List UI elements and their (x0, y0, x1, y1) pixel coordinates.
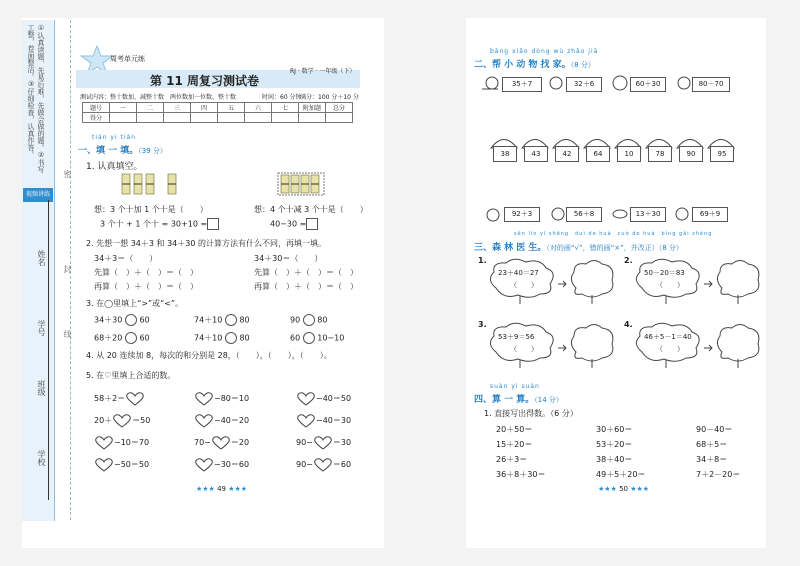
heart-blank-icon (313, 458, 333, 472)
q3-item-1: 34＋30 60 (94, 315, 150, 325)
s1-pinyin: tián yi tián (92, 134, 137, 141)
correction-tree[interactable] (714, 258, 762, 304)
score-cell: 一 (110, 103, 137, 113)
seal-char-2: 封 (63, 265, 72, 273)
q5-label: 5. 在♡里填上合适的数。 (86, 371, 176, 380)
q5-col-3: −40＝50 −40＝30 90− ＝30 90− ＝60 (296, 388, 351, 476)
s2-title: 二、帮 小 动 物 找 家。（8 分） (474, 60, 595, 70)
q1b2: 40−30 = (270, 218, 318, 230)
heart-blank-icon (94, 436, 114, 450)
mushroom-house (645, 134, 673, 158)
calc-item: 68＋5＝ (696, 440, 728, 449)
field-number: 学号 (37, 320, 46, 336)
mushroom-house (552, 134, 580, 158)
compare-circle[interactable] (303, 332, 315, 344)
doctor-number: 4. (624, 320, 633, 329)
animal-eq-8: 69＋9 (692, 207, 728, 222)
calc-item: 38＋40＝ (596, 455, 633, 464)
calc-item: 7＋2－20＝ (696, 470, 741, 479)
animal-eq-3: 60＋30 (630, 77, 666, 92)
right-page-number: ★★★ 50 ★★★ (598, 485, 650, 493)
q3-item-6: 60 10−10 (290, 333, 345, 343)
heart-blank-icon (94, 458, 114, 472)
heart-blank-icon (296, 392, 316, 406)
q2-col-1: 34＋3＝（ ） 先算（ ）＋（ ）＝（ ） 再算（ ）＋（ ）＝（ ） (94, 254, 198, 291)
q3-item-4: 68＋20 60 (94, 333, 150, 343)
q2-col-2: 34＋30＝（ ） 先算（ ）＋（ ）＝（ ） 再算（ ）＋（ ）＝（ ） (254, 254, 358, 291)
score-cell[interactable] (272, 113, 299, 123)
tree-with-equation (486, 258, 558, 304)
s4-title: 四、算 一 算。（14 分） (474, 395, 563, 405)
mushroom-house (490, 134, 518, 158)
score-label: 满分：100 分＋10 分 (300, 94, 359, 101)
calc-item: 26＋3＝ (496, 455, 528, 464)
doctor-equation: 50－20＝83 (644, 269, 685, 277)
seal-char-3: 线 (63, 330, 72, 338)
compare-circle[interactable] (303, 314, 315, 326)
animal-fish-icon (612, 204, 628, 226)
tree-with-equation (632, 258, 704, 304)
mushroom-value: 38 (493, 146, 517, 162)
q4-1-label: 1. 直接写出得数。（6 分） (484, 409, 578, 418)
q3-item-3: 90 80 (290, 315, 328, 325)
score-cell[interactable] (326, 113, 353, 123)
score-cell: 三 (164, 103, 191, 113)
calc-item: 49＋5＋20＝ (596, 470, 646, 479)
heart-blank-icon (313, 436, 333, 450)
field-lines (48, 200, 49, 500)
score-cell: 总分 (326, 103, 353, 113)
arrow-right-icon (558, 338, 568, 357)
field-name: 姓名 (37, 250, 46, 266)
doctor-equation: 53＋9＝56 (498, 333, 535, 341)
score-cell: 题号 (83, 103, 110, 113)
calc-item: 20＋50＝ (496, 425, 533, 434)
mushroom-value: 43 (524, 146, 548, 162)
animal-eq-1: 35＋7 (502, 77, 542, 92)
mushroom-value: 90 (679, 146, 703, 162)
forest-doctor-area (478, 256, 768, 386)
score-cell[interactable] (164, 113, 191, 123)
mushroom-value: 42 (555, 146, 579, 162)
calc-item: 90－40＝ (696, 425, 733, 434)
mushroom-value: 78 (648, 146, 672, 162)
mushroom-value: 64 (586, 146, 610, 162)
answer-blank[interactable]: （ ） (510, 281, 538, 289)
q2-label: 2. 先想一想 34＋3 和 34＋30 的计算方法有什么不同，再填一填。 (86, 239, 326, 248)
mushroom-house (583, 134, 611, 158)
score-cell: 附加题 (299, 103, 326, 113)
mushroom-value: 10 (617, 146, 641, 162)
compare-circle[interactable] (125, 332, 137, 344)
q3-label: 3. 在◯里填上“>”或“<”。 (86, 299, 184, 308)
heart-blank-icon (296, 414, 316, 428)
q4-label: 4. 从 20 连续加 8，每次的和分别是 28，（ ），（ ），（ ）。 (86, 351, 332, 360)
edition: RJ · 数学 · 一年级（下） (290, 68, 356, 75)
score-cell[interactable] (110, 113, 137, 123)
heart-blank-icon (194, 392, 214, 406)
animal-monkey-icon (676, 74, 692, 96)
correction-tree[interactable] (568, 322, 616, 368)
q1-label: 1. 认真填空。 (86, 162, 143, 172)
mushroom-house (676, 134, 704, 158)
binding-notes: ①认真读题，先易后难，先做会做的题。②书写工整，卷面整洁。③仔细检查，认真作答。 (27, 24, 45, 173)
doctor-equation: 46＋5－1＝40 (644, 333, 692, 341)
animal-cat-icon (548, 74, 564, 96)
score-cell[interactable] (245, 113, 272, 123)
q5-col-2: −80＝10 −40＝20 70− ＝20 −30＝60 (194, 388, 249, 476)
q3-item-5: 74＋10 80 (194, 333, 250, 343)
heart-blank-icon (194, 458, 214, 472)
q1a2: 3 个十 + 1 个十 = 30+10 = (100, 218, 219, 230)
animal-rabbit-icon (484, 204, 502, 226)
left-page-number: ★★★ 49 ★★★ (196, 485, 248, 493)
heart-blank-icon (112, 414, 132, 428)
binding-strip (22, 20, 55, 521)
page-title: 第 11 周复习测试卷 (150, 74, 260, 88)
score-cell: 五 (218, 103, 245, 113)
content-label: 测试内容：整十数加、减整十数 两位数加一位数、整十数 (80, 94, 237, 101)
bundles-image-2 (277, 172, 325, 200)
score-cell: 六 (245, 103, 272, 113)
tree-with-equation (632, 322, 704, 368)
arrow-right-icon (704, 338, 714, 357)
animal-eq-2: 32＋6 (566, 77, 602, 92)
score-cell: 二 (137, 103, 164, 113)
heart-blank-icon (194, 414, 214, 428)
bundles-image-1 (120, 172, 180, 200)
animal-lion-icon (612, 74, 628, 96)
score-cell[interactable] (137, 113, 164, 123)
animal-eq-5: 92＋3 (504, 207, 540, 222)
q1a: 想：3 个十加 1 个十是（ ） (94, 205, 208, 214)
correction-tree[interactable] (568, 258, 616, 304)
s3-title: 三、森 林 医 生。（对的画“√”，错的画“×”，并改正）（8 分） (474, 243, 683, 253)
score-cell: 四 (191, 103, 218, 113)
calc-item: 53＋20＝ (596, 440, 633, 449)
mushroom-house (521, 134, 549, 158)
doctor-number: 2. (624, 256, 633, 265)
q5-col-1: 58＋2＝ 20＋ ＝50 −10＝70 −50＝50 (94, 388, 150, 476)
q3-item-2: 74＋10 80 (194, 315, 250, 325)
s3-pinyin: sēn lín yī shēng duì de huà cuò de huà bìng gǎi zhèng (514, 231, 713, 237)
heart-blank-icon (125, 392, 145, 406)
animal-elephant-icon (674, 204, 690, 226)
score-cell[interactable] (218, 113, 245, 123)
s4-pinyin: suàn yi suàn (490, 383, 540, 390)
animal-eq-6: 56＋8 (566, 207, 602, 222)
animal-eq-7: 13＋30 (630, 207, 666, 222)
calc-item: 34＋8＝ (696, 455, 728, 464)
answer-blank[interactable]: （ ） (656, 281, 684, 289)
calc-item: 15＋20＝ (496, 440, 533, 449)
answer-blank[interactable]: （ ） (656, 345, 684, 353)
time-label: 时间：60 分钟 (262, 94, 302, 101)
mushroom-house (707, 134, 735, 158)
seal-char-1: 密 (63, 170, 72, 178)
score-cell: 得分 (83, 113, 110, 123)
doctor-number: 3. (478, 320, 487, 329)
arrow-right-icon (558, 274, 568, 293)
correction-tree[interactable] (714, 322, 762, 368)
animal-dog-icon (550, 204, 566, 226)
arrow-right-icon (704, 274, 714, 293)
video-tag: 视频讲练 (23, 188, 53, 202)
animal-snail-icon (480, 74, 500, 96)
mushroom-house (614, 134, 642, 158)
score-cell[interactable] (191, 113, 218, 123)
heart-blank-icon (211, 436, 231, 450)
q1b: 想：4 个十减 3 个十是（ ） (254, 205, 368, 214)
badge-text: 周考单元练 (110, 55, 145, 63)
compare-circle[interactable] (225, 314, 237, 326)
calc-item: 36＋8＋30＝ (496, 470, 546, 479)
score-cell: 七 (272, 103, 299, 113)
doctor-equation: 23＋40＝27 (498, 269, 539, 277)
calc-item: 30＋60＝ (596, 425, 633, 434)
mushroom-row (490, 134, 740, 168)
mushroom-value: 95 (710, 146, 734, 162)
doctor-number: 1. (478, 256, 487, 265)
score-cell[interactable] (299, 113, 326, 123)
animal-eq-4: 80－70 (692, 77, 730, 92)
field-class: 班级 (37, 380, 46, 396)
score-table (82, 102, 353, 123)
s2-pinyin: bāng xiǎo dòng wù zhǎo jiā (490, 48, 599, 55)
field-school: 学校 (37, 450, 46, 466)
compare-circle[interactable] (225, 332, 237, 344)
compare-circle[interactable] (125, 314, 137, 326)
answer-blank[interactable]: （ ） (510, 345, 538, 353)
tree-with-equation (486, 322, 558, 368)
s1-title: 一、填 一 填。（39 分） (78, 146, 167, 156)
